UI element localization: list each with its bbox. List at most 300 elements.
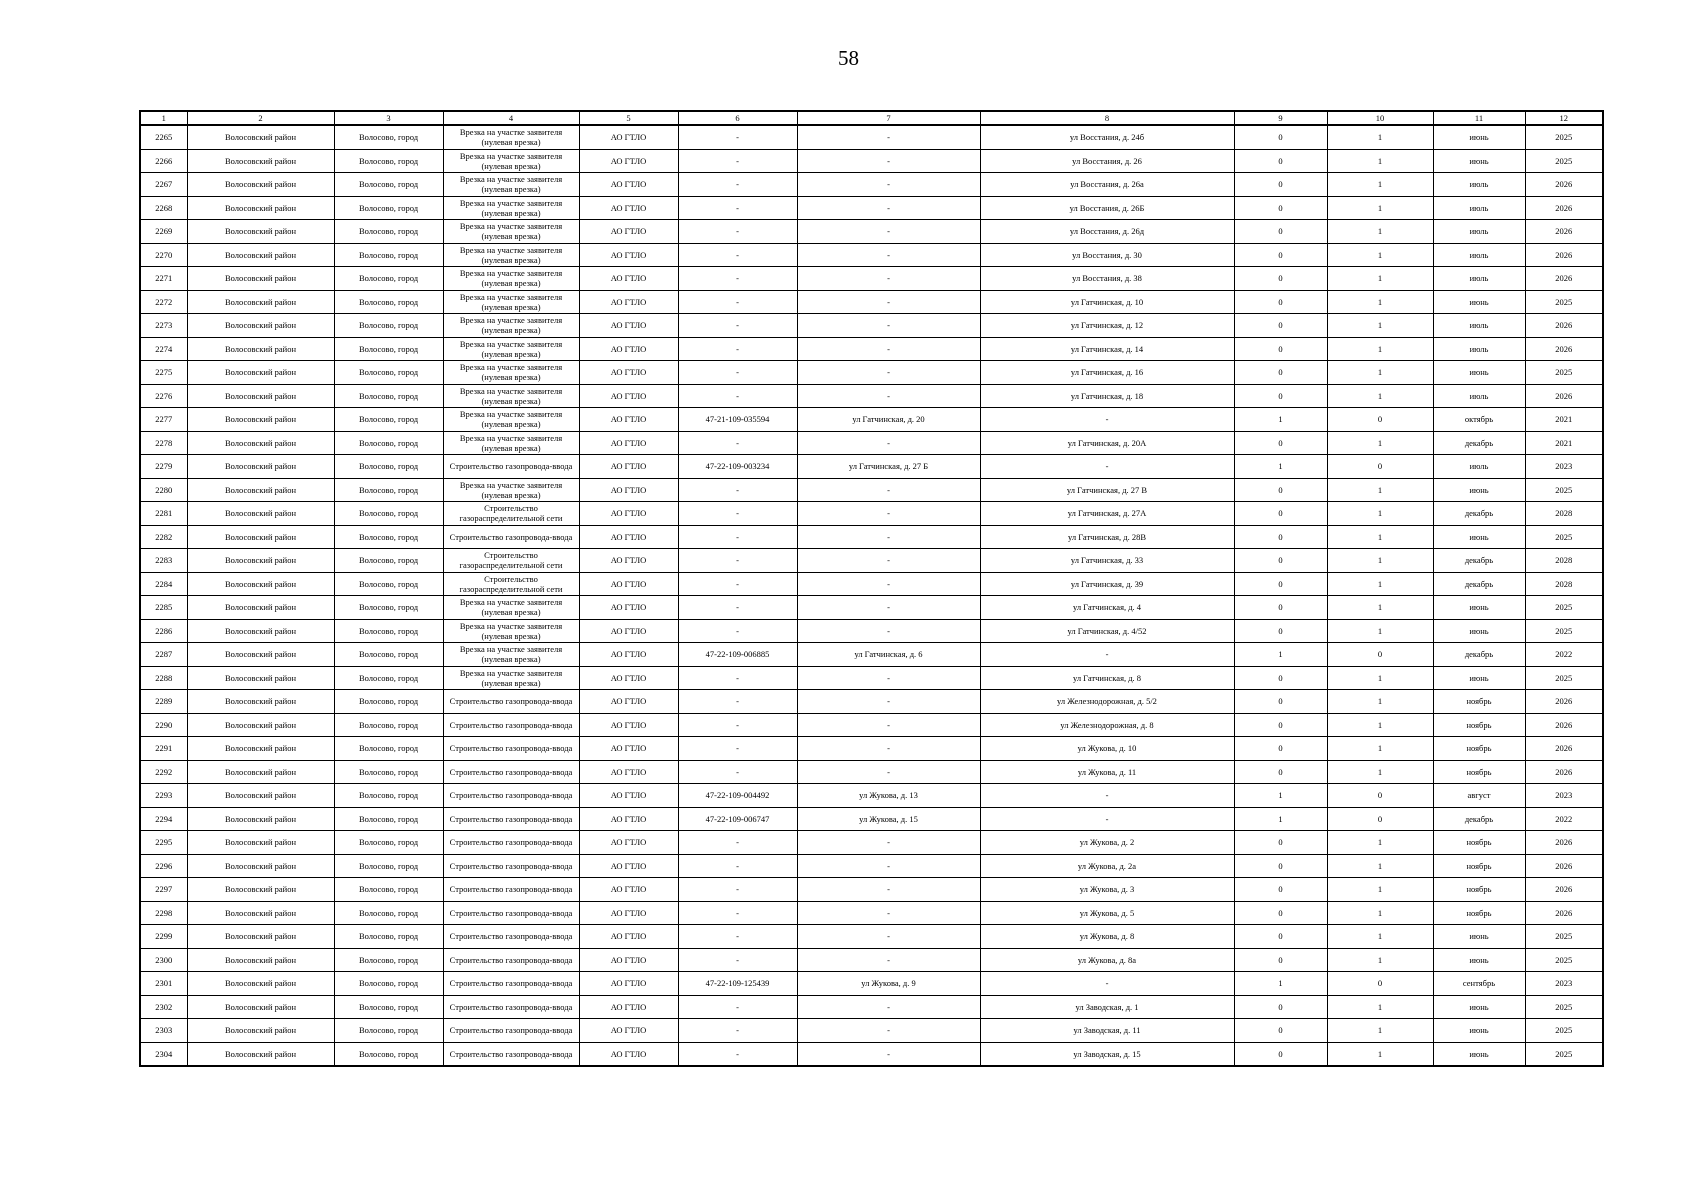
district-cell: Волосовский район [187, 666, 334, 690]
contract-address-cell: - [797, 1019, 980, 1043]
address-cell: ул Восстания, д. 30 [980, 243, 1234, 267]
address-cell: ул Жукова, д. 5 [980, 901, 1234, 925]
contract-address-cell: - [797, 854, 980, 878]
address-cell: ул Гатчинская, д. 20А [980, 431, 1234, 455]
settlement-cell: Волосово, город [334, 408, 443, 432]
table-row [140, 878, 1603, 902]
row-number-cell: 2299 [140, 925, 187, 949]
contract-address-cell: - [797, 149, 980, 173]
row-number-cell: 2269 [140, 220, 187, 244]
column-header: 4 [443, 111, 579, 125]
table-row [140, 713, 1603, 737]
contract-number-cell: - [678, 995, 797, 1019]
district-cell: Волосовский район [187, 854, 334, 878]
value-9-cell: 0 [1234, 243, 1327, 267]
column-header: 6 [678, 111, 797, 125]
column-header: 8 [980, 111, 1234, 125]
month-cell: сентябрь [1433, 972, 1525, 996]
settlement-cell: Волосово, город [334, 972, 443, 996]
table-row [140, 525, 1603, 549]
contract-number-cell: - [678, 431, 797, 455]
contract-number-cell: - [678, 1019, 797, 1043]
work-type-cell: Строительство газопровода-ввода [443, 995, 579, 1019]
organization-cell: АО ГТЛО [579, 643, 678, 667]
month-cell: июнь [1433, 596, 1525, 620]
settlement-cell: Волосово, город [334, 502, 443, 526]
organization-cell: АО ГТЛО [579, 361, 678, 385]
work-type-cell: Строительство газопровода-ввода [443, 1019, 579, 1043]
contract-address-cell: - [797, 948, 980, 972]
organization-cell: АО ГТЛО [579, 572, 678, 596]
year-cell: 2021 [1525, 408, 1603, 432]
value-9-cell: 0 [1234, 572, 1327, 596]
district-cell: Волосовский район [187, 784, 334, 808]
month-cell: июль [1433, 267, 1525, 291]
value-10-cell: 0 [1327, 455, 1433, 479]
table-row [140, 149, 1603, 173]
district-cell: Волосовский район [187, 220, 334, 244]
district-cell: Волосовский район [187, 643, 334, 667]
month-cell: июнь [1433, 125, 1525, 149]
settlement-cell: Волосово, город [334, 666, 443, 690]
value-10-cell: 1 [1327, 925, 1433, 949]
value-9-cell: 0 [1234, 901, 1327, 925]
address-cell: - [980, 807, 1234, 831]
month-cell: июнь [1433, 478, 1525, 502]
work-type-cell: Строительство газопровода-ввода [443, 948, 579, 972]
address-cell: ул Восстания, д. 26д [980, 220, 1234, 244]
contract-address-cell: - [797, 878, 980, 902]
district-cell: Волосовский район [187, 760, 334, 784]
organization-cell: АО ГТЛО [579, 502, 678, 526]
settlement-cell: Волосово, город [334, 525, 443, 549]
row-number-cell: 2297 [140, 878, 187, 902]
address-cell: ул Гатчинская, д. 10 [980, 290, 1234, 314]
district-cell: Волосовский район [187, 502, 334, 526]
contract-address-cell: - [797, 502, 980, 526]
month-cell: июнь [1433, 361, 1525, 385]
year-cell: 2028 [1525, 549, 1603, 573]
work-type-cell: Врезка на участке заявителя (нулевая врезка) [443, 408, 579, 432]
address-cell: - [980, 643, 1234, 667]
work-type-cell: Строительство газопровода-ввода [443, 901, 579, 925]
year-cell: 2026 [1525, 878, 1603, 902]
value-9-cell: 0 [1234, 713, 1327, 737]
work-type-cell: Строительство газопровода-ввода [443, 831, 579, 855]
row-number-cell: 2287 [140, 643, 187, 667]
organization-cell: АО ГТЛО [579, 666, 678, 690]
contract-number-cell: - [678, 173, 797, 197]
year-cell: 2028 [1525, 572, 1603, 596]
value-10-cell: 1 [1327, 549, 1433, 573]
district-cell: Волосовский район [187, 267, 334, 291]
contract-number-cell: - [678, 901, 797, 925]
organization-cell: АО ГТЛО [579, 831, 678, 855]
organization-cell: АО ГТЛО [579, 737, 678, 761]
month-cell: декабрь [1433, 572, 1525, 596]
month-cell: июнь [1433, 1042, 1525, 1066]
month-cell: июль [1433, 220, 1525, 244]
contract-address-cell: - [797, 525, 980, 549]
district-cell: Волосовский район [187, 314, 334, 338]
table-row [140, 854, 1603, 878]
address-cell: ул Жукова, д. 10 [980, 737, 1234, 761]
contract-address-cell: - [797, 384, 980, 408]
contract-number-cell: - [678, 149, 797, 173]
column-header: 7 [797, 111, 980, 125]
year-cell: 2025 [1525, 149, 1603, 173]
contract-number-cell: - [678, 337, 797, 361]
table-row [140, 384, 1603, 408]
contract-number-cell: - [678, 290, 797, 314]
settlement-cell: Волосово, город [334, 196, 443, 220]
month-cell: июнь [1433, 1019, 1525, 1043]
row-number-cell: 2293 [140, 784, 187, 808]
data-table [139, 110, 1604, 1067]
value-9-cell: 0 [1234, 925, 1327, 949]
value-10-cell: 0 [1327, 408, 1433, 432]
work-type-cell: Строительство газопровода-ввода [443, 455, 579, 479]
work-type-cell: Врезка на участке заявителя (нулевая врезка) [443, 243, 579, 267]
address-cell: ул Гатчинская, д. 12 [980, 314, 1234, 338]
value-9-cell: 0 [1234, 831, 1327, 855]
district-cell: Волосовский район [187, 384, 334, 408]
address-cell: ул Жукова, д. 2 [980, 831, 1234, 855]
contract-address-cell: - [797, 619, 980, 643]
district-cell: Волосовский район [187, 572, 334, 596]
row-number-cell: 2298 [140, 901, 187, 925]
contract-address-cell: - [797, 1042, 980, 1066]
value-10-cell: 1 [1327, 431, 1433, 455]
year-cell: 2022 [1525, 807, 1603, 831]
settlement-cell: Волосово, город [334, 948, 443, 972]
value-10-cell: 1 [1327, 196, 1433, 220]
table-row [140, 267, 1603, 291]
value-10-cell: 1 [1327, 596, 1433, 620]
work-type-cell: Врезка на участке заявителя (нулевая врезка) [443, 125, 579, 149]
value-9-cell: 0 [1234, 290, 1327, 314]
value-10-cell: 1 [1327, 572, 1433, 596]
organization-cell: АО ГТЛО [579, 149, 678, 173]
year-cell: 2025 [1525, 925, 1603, 949]
value-9-cell: 0 [1234, 314, 1327, 338]
value-9-cell: 0 [1234, 995, 1327, 1019]
row-number-cell: 2277 [140, 408, 187, 432]
row-number-cell: 2273 [140, 314, 187, 338]
value-9-cell: 0 [1234, 549, 1327, 573]
table-row [140, 361, 1603, 385]
contract-address-cell: - [797, 267, 980, 291]
settlement-cell: Волосово, город [334, 807, 443, 831]
contract-address-cell: - [797, 337, 980, 361]
settlement-cell: Волосово, город [334, 384, 443, 408]
district-cell: Волосовский район [187, 619, 334, 643]
value-10-cell: 1 [1327, 760, 1433, 784]
district-cell: Волосовский район [187, 1042, 334, 1066]
contract-address-cell: - [797, 478, 980, 502]
address-cell: ул Жукова, д. 3 [980, 878, 1234, 902]
row-number-cell: 2267 [140, 173, 187, 197]
value-9-cell: 0 [1234, 384, 1327, 408]
table-row [140, 337, 1603, 361]
year-cell: 2026 [1525, 196, 1603, 220]
month-cell: ноябрь [1433, 713, 1525, 737]
address-cell: - [980, 455, 1234, 479]
district-cell: Волосовский район [187, 972, 334, 996]
month-cell: июнь [1433, 948, 1525, 972]
table-row [140, 690, 1603, 714]
contract-number-cell: - [678, 243, 797, 267]
month-cell: ноябрь [1433, 737, 1525, 761]
district-cell: Волосовский район [187, 549, 334, 573]
work-type-cell: Строительство газораспределительной сети [443, 549, 579, 573]
organization-cell: АО ГТЛО [579, 972, 678, 996]
value-10-cell: 1 [1327, 666, 1433, 690]
year-cell: 2025 [1525, 1042, 1603, 1066]
district-cell: Волосовский район [187, 361, 334, 385]
table-row [140, 431, 1603, 455]
contract-number-cell: - [678, 1042, 797, 1066]
value-9-cell: 1 [1234, 807, 1327, 831]
value-9-cell: 1 [1234, 643, 1327, 667]
settlement-cell: Волосово, город [334, 267, 443, 291]
row-number-cell: 2300 [140, 948, 187, 972]
year-cell: 2026 [1525, 243, 1603, 267]
contract-address-cell: ул Гатчинская, д. 6 [797, 643, 980, 667]
row-number-cell: 2276 [140, 384, 187, 408]
contract-number-cell: - [678, 361, 797, 385]
year-cell: 2022 [1525, 643, 1603, 667]
row-number-cell: 2295 [140, 831, 187, 855]
settlement-cell: Волосово, город [334, 220, 443, 244]
value-9-cell: 0 [1234, 666, 1327, 690]
value-9-cell: 0 [1234, 220, 1327, 244]
settlement-cell: Волосово, город [334, 290, 443, 314]
address-cell: ул Заводская, д. 15 [980, 1042, 1234, 1066]
organization-cell: АО ГТЛО [579, 619, 678, 643]
contract-address-cell: - [797, 690, 980, 714]
work-type-cell: Врезка на участке заявителя (нулевая врезка) [443, 431, 579, 455]
month-cell: октябрь [1433, 408, 1525, 432]
settlement-cell: Волосово, город [334, 878, 443, 902]
contract-address-cell: ул Жукова, д. 9 [797, 972, 980, 996]
year-cell: 2026 [1525, 690, 1603, 714]
value-10-cell: 1 [1327, 878, 1433, 902]
row-number-cell: 2302 [140, 995, 187, 1019]
address-cell: - [980, 408, 1234, 432]
value-10-cell: 1 [1327, 361, 1433, 385]
settlement-cell: Волосово, город [334, 737, 443, 761]
value-9-cell: 0 [1234, 337, 1327, 361]
value-10-cell: 1 [1327, 173, 1433, 197]
value-9-cell: 0 [1234, 760, 1327, 784]
organization-cell: АО ГТЛО [579, 948, 678, 972]
value-9-cell: 0 [1234, 1019, 1327, 1043]
value-10-cell: 1 [1327, 690, 1433, 714]
contract-address-cell: - [797, 125, 980, 149]
month-cell: декабрь [1433, 549, 1525, 573]
value-9-cell: 0 [1234, 854, 1327, 878]
value-9-cell: 0 [1234, 878, 1327, 902]
address-cell: ул Жукова, д. 11 [980, 760, 1234, 784]
table-row [140, 549, 1603, 573]
contract-number-cell: - [678, 948, 797, 972]
month-cell: ноябрь [1433, 878, 1525, 902]
value-9-cell: 0 [1234, 361, 1327, 385]
contract-number-cell: - [678, 690, 797, 714]
settlement-cell: Волосово, город [334, 361, 443, 385]
work-type-cell: Врезка на участке заявителя (нулевая врезка) [443, 361, 579, 385]
district-cell: Волосовский район [187, 525, 334, 549]
value-9-cell: 0 [1234, 596, 1327, 620]
row-number-cell: 2291 [140, 737, 187, 761]
column-header: 2 [187, 111, 334, 125]
table-row [140, 972, 1603, 996]
district-cell: Волосовский район [187, 431, 334, 455]
settlement-cell: Волосово, город [334, 1019, 443, 1043]
work-type-cell: Строительство газопровода-ввода [443, 737, 579, 761]
value-9-cell: 0 [1234, 948, 1327, 972]
year-cell: 2026 [1525, 173, 1603, 197]
table-row [140, 666, 1603, 690]
contract-address-cell: - [797, 549, 980, 573]
value-9-cell: 0 [1234, 173, 1327, 197]
contract-number-cell: - [678, 760, 797, 784]
table-row [140, 1019, 1603, 1043]
work-type-cell: Врезка на участке заявителя (нулевая врезка) [443, 220, 579, 244]
month-cell: ноябрь [1433, 901, 1525, 925]
value-10-cell: 1 [1327, 525, 1433, 549]
table-row [140, 455, 1603, 479]
year-cell: 2025 [1525, 995, 1603, 1019]
table-row [140, 807, 1603, 831]
settlement-cell: Волосово, город [334, 995, 443, 1019]
work-type-cell: Строительство газораспределительной сети [443, 572, 579, 596]
district-cell: Волосовский район [187, 1019, 334, 1043]
work-type-cell: Врезка на участке заявителя (нулевая врезка) [443, 643, 579, 667]
row-number-cell: 2278 [140, 431, 187, 455]
page-number: 58 [838, 46, 859, 70]
contract-address-cell: - [797, 596, 980, 620]
month-cell: июль [1433, 243, 1525, 267]
month-cell: ноябрь [1433, 831, 1525, 855]
table-row [140, 995, 1603, 1019]
organization-cell: АО ГТЛО [579, 478, 678, 502]
district-cell: Волосовский район [187, 878, 334, 902]
address-cell: ул Гатчинская, д. 4 [980, 596, 1234, 620]
contract-address-cell: ул Гатчинская, д. 20 [797, 408, 980, 432]
row-number-cell: 2303 [140, 1019, 187, 1043]
year-cell: 2026 [1525, 713, 1603, 737]
organization-cell: АО ГТЛО [579, 220, 678, 244]
value-10-cell: 1 [1327, 337, 1433, 361]
contract-number-cell: 47-22-109-006747 [678, 807, 797, 831]
organization-cell: АО ГТЛО [579, 455, 678, 479]
district-cell: Волосовский район [187, 196, 334, 220]
year-cell: 2025 [1525, 1019, 1603, 1043]
contract-address-cell: ул Жукова, д. 15 [797, 807, 980, 831]
row-number-cell: 2296 [140, 854, 187, 878]
address-cell: ул Железнодорожная, д. 8 [980, 713, 1234, 737]
work-type-cell: Врезка на участке заявителя (нулевая врезка) [443, 290, 579, 314]
address-cell: ул Восстания, д. 24б [980, 125, 1234, 149]
table-row [140, 1042, 1603, 1066]
district-cell: Волосовский район [187, 149, 334, 173]
value-10-cell: 1 [1327, 619, 1433, 643]
row-number-cell: 2304 [140, 1042, 187, 1066]
contract-address-cell: - [797, 290, 980, 314]
district-cell: Волосовский район [187, 690, 334, 714]
table-row [140, 737, 1603, 761]
value-10-cell: 1 [1327, 384, 1433, 408]
year-cell: 2025 [1525, 361, 1603, 385]
table-row [140, 901, 1603, 925]
address-cell: ул Гатчинская, д. 8 [980, 666, 1234, 690]
contract-address-cell: - [797, 666, 980, 690]
year-cell: 2026 [1525, 337, 1603, 361]
address-cell: ул Гатчинская, д. 27 В [980, 478, 1234, 502]
district-cell: Волосовский район [187, 125, 334, 149]
contract-address-cell: - [797, 173, 980, 197]
value-10-cell: 1 [1327, 1042, 1433, 1066]
table-row [140, 572, 1603, 596]
settlement-cell: Волосово, город [334, 925, 443, 949]
month-cell: июнь [1433, 666, 1525, 690]
contract-number-cell: - [678, 854, 797, 878]
organization-cell: АО ГТЛО [579, 925, 678, 949]
value-10-cell: 0 [1327, 784, 1433, 808]
column-header: 1 [140, 111, 187, 125]
year-cell: 2025 [1525, 125, 1603, 149]
settlement-cell: Волосово, город [334, 173, 443, 197]
value-9-cell: 0 [1234, 690, 1327, 714]
work-type-cell: Врезка на участке заявителя (нулевая врезка) [443, 173, 579, 197]
year-cell: 2025 [1525, 948, 1603, 972]
value-10-cell: 1 [1327, 243, 1433, 267]
settlement-cell: Волосово, город [334, 690, 443, 714]
settlement-cell: Волосово, город [334, 760, 443, 784]
address-cell: - [980, 784, 1234, 808]
value-10-cell: 1 [1327, 125, 1433, 149]
work-type-cell: Врезка на участке заявителя (нулевая врезка) [443, 666, 579, 690]
work-type-cell: Строительство газопровода-ввода [443, 1042, 579, 1066]
month-cell: июнь [1433, 525, 1525, 549]
month-cell: июль [1433, 196, 1525, 220]
value-9-cell: 0 [1234, 149, 1327, 173]
contract-number-cell: 47-22-109-125439 [678, 972, 797, 996]
year-cell: 2025 [1525, 478, 1603, 502]
contract-number-cell: - [678, 666, 797, 690]
contract-address-cell: - [797, 314, 980, 338]
column-header: 3 [334, 111, 443, 125]
year-cell: 2026 [1525, 267, 1603, 291]
contract-address-cell: - [797, 431, 980, 455]
address-cell: ул Жукова, д. 8 [980, 925, 1234, 949]
year-cell: 2025 [1525, 525, 1603, 549]
address-cell: ул Жукова, д. 8а [980, 948, 1234, 972]
value-9-cell: 0 [1234, 737, 1327, 761]
organization-cell: АО ГТЛО [579, 337, 678, 361]
month-cell: декабрь [1433, 807, 1525, 831]
value-10-cell: 1 [1327, 290, 1433, 314]
contract-address-cell: - [797, 572, 980, 596]
organization-cell: АО ГТЛО [579, 267, 678, 291]
row-number-cell: 2271 [140, 267, 187, 291]
work-type-cell: Врезка на участке заявителя (нулевая врезка) [443, 149, 579, 173]
value-9-cell: 0 [1234, 502, 1327, 526]
row-number-cell: 2279 [140, 455, 187, 479]
address-cell: ул Гатчинская, д. 28В [980, 525, 1234, 549]
